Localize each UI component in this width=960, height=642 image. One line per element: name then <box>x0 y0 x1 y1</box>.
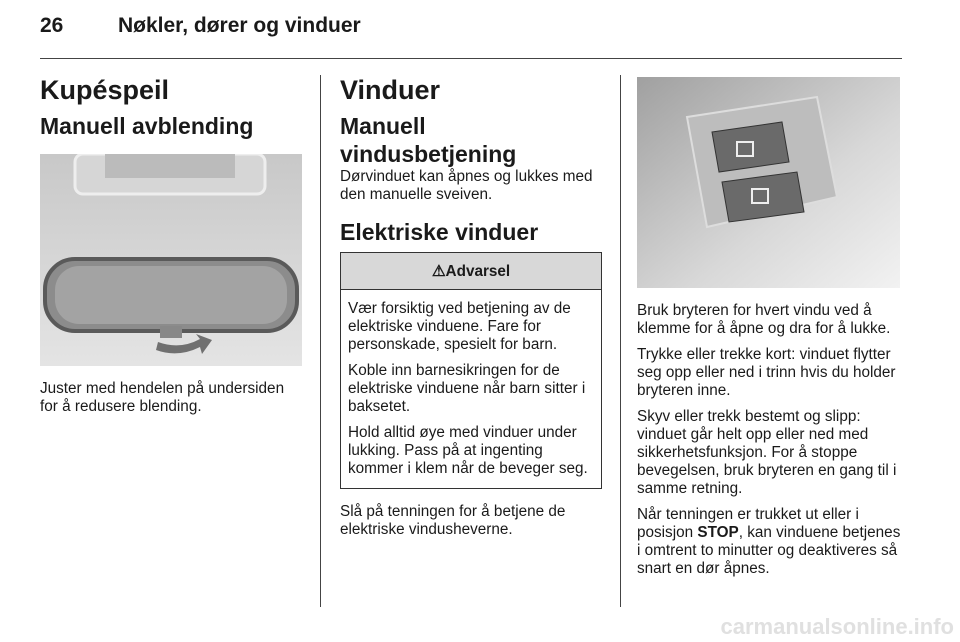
subsection-title: Manuell vindusbetjening <box>340 113 517 167</box>
section-title: Vinduer <box>340 75 441 105</box>
window-switch-image <box>637 77 900 288</box>
header-divider <box>40 58 902 59</box>
warning-header <box>341 253 601 290</box>
stop-position: STOP <box>697 524 739 541</box>
ignition-off-text <box>637 506 902 578</box>
switch-text: Bruk bryteren for hvert vindu ved å klemme for å åpne og dra for å lukke. <box>637 302 891 337</box>
warning-text: Koble inn barnesikringen for de elektriske vinduene når barn sitter i baksetet. <box>348 362 586 415</box>
rearview-mirror-image <box>40 154 302 366</box>
warning-triangle-icon: ⚠ <box>431 263 446 280</box>
text-part: , kan vinduene betjenes i omtrent to minutter og deaktiveres så snart en dør åpnes. <box>637 524 901 577</box>
left-column <box>40 74 305 424</box>
page-number: 26 <box>40 14 64 37</box>
section-title: Kupéspeil <box>40 75 170 105</box>
switch-text: Skyv eller trekk bestemt og slipp: vinduet går helt opp eller ned med sikkerhetsfunksjon. For å stoppe bevegelsen, bruk bryteren en gang til i samme retning. <box>637 408 897 497</box>
column-divider <box>620 75 621 607</box>
middle-column <box>340 74 602 547</box>
subsection-title: Elektriske vinduer <box>340 219 539 245</box>
chapter-title: Nøkler, dører og vinduer <box>118 14 361 37</box>
warning-label: Advarsel <box>445 263 511 280</box>
warning-box <box>340 252 602 489</box>
mirror-instruction: Juster med hendelen på undersiden for å redusere blending. <box>40 380 285 415</box>
warning-text: Vær forsiktig ved betjening av de elektriske vinduene. Fare for personskade, spesielt for barn. <box>348 300 571 353</box>
text-part: Når tenningen er trukket ut eller i posisjon <box>637 506 859 541</box>
ignition-text: Slå på tenningen for å betjene de elektriske vindusheverne. <box>340 503 566 538</box>
right-column <box>637 77 902 586</box>
watermark: carmanualsonline.info <box>720 614 954 639</box>
subsection-title: Manuell avblending <box>40 113 254 139</box>
column-divider <box>320 75 321 607</box>
warning-text: Hold alltid øye med vinduer under lukking. Pass på at ingenting kommer i klem når de beveger seg. <box>348 424 588 477</box>
manual-window-text: Dørvinduet kan åpnes og lukkes med den manuelle sveiven. <box>340 168 593 203</box>
switch-text: Trykke eller trekke kort: vinduet flytter seg opp eller ned i trinn hvis du holder bryteren inne. <box>637 346 896 399</box>
